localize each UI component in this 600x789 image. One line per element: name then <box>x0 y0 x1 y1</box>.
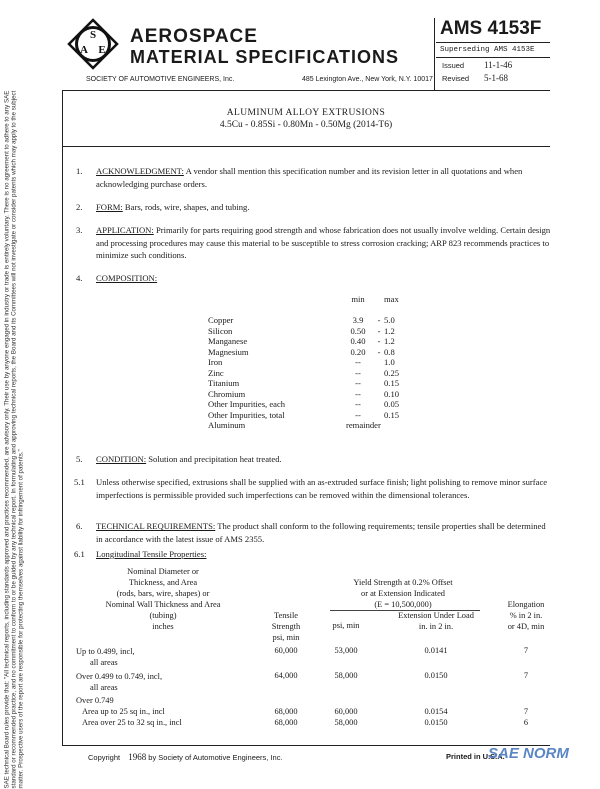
header-bottom-rule <box>62 90 550 91</box>
element-name: Iron <box>208 357 223 368</box>
section-heading: COMPOSITION: <box>96 273 158 283</box>
header-line: Nominal Wall Thickness and Area <box>105 600 221 609</box>
min-label: min <box>351 294 365 305</box>
superseding: Superseding AMS 4153E <box>440 46 535 54</box>
row-tensile: 68,000 <box>274 718 298 727</box>
side-legal-note: SAE technical Board rules provide that: "All technical reports, including standards approved and practices recommended, are advisory only. Their use by anyone engaged in industry or trade is entirely voluntary. There is no agreement to adhere to any SAE standard or recommended practice, and no commitment to conform to or be guided by any technical report. In formulating and approving technical reports, the Board and its Committees will not investigate or consider patents which may apply to the subject matter. Prospective users of the report are responsible for protecting themselves against liability for infringement of patents." <box>3 90 25 789</box>
copyright-label: Copyright <box>88 753 121 762</box>
element-dash <box>374 378 384 389</box>
element-dash <box>374 389 384 400</box>
section-text: Bars, rods, wire, shapes, and tubing. <box>124 202 250 212</box>
section-number: 4. <box>76 273 83 283</box>
section-number: 5. <box>76 454 83 464</box>
row-range: Area up to 25 sq in., incl <box>82 707 165 716</box>
row-yield: 53,000 <box>334 646 358 655</box>
section-acknowledgment <box>96 165 552 190</box>
element-max: 5.0 <box>384 315 395 326</box>
table-row <box>76 646 135 668</box>
element-dash: - <box>377 346 381 357</box>
section-text: A vendor shall mention this specification number and its revision letter in all quotations and when acknowledging purchase orders. <box>96 166 523 189</box>
element-dash: - <box>377 325 381 336</box>
element-min: -- <box>355 357 361 368</box>
element-min: -- <box>355 378 361 389</box>
element-dash <box>374 368 384 379</box>
header-line: (rods, bars, wire, shapes) or <box>116 589 210 598</box>
tensile-header-strength <box>256 610 316 643</box>
element-max: 1.0 <box>384 357 395 368</box>
composition-header <box>208 294 424 305</box>
element-max: 0.25 <box>384 367 400 378</box>
element-name: Other Impurities, each <box>208 399 286 410</box>
composition-row <box>208 357 424 368</box>
section-text: The product shall conform to the following requirements; tensile properties shall be determined in accordance with the latest issue of AMS 2355. <box>96 521 546 544</box>
revised-value: 5-1-68 <box>484 73 508 83</box>
header-line: Elongation <box>507 600 545 609</box>
section-technical <box>96 520 552 545</box>
element-name: Silicon <box>208 325 233 336</box>
element-dash <box>374 410 384 421</box>
section-heading: Longitudinal Tensile Properties: <box>96 549 207 559</box>
element-max: 0.10 <box>384 388 400 399</box>
header-line: Thickness, and Area <box>128 578 198 587</box>
element-name: Titanium <box>208 378 240 389</box>
header-title-2: MATERIAL SPECIFICATIONS <box>130 47 400 67</box>
header-line: in. in 2 in. <box>418 622 454 631</box>
header-rule <box>436 57 550 58</box>
printed-usa: Printed in U.S.A. <box>446 752 505 761</box>
element-max: 1.2 <box>384 336 395 347</box>
section-heading: TECHNICAL REQUIREMENTS: <box>96 521 216 531</box>
copyright-by: by Society of Automotive Engineers, Inc. <box>148 753 283 762</box>
element-dash <box>374 399 384 410</box>
header-line: Yield Strength at 0.2% Offset <box>353 578 453 587</box>
section-form <box>96 201 552 214</box>
element-name: Copper <box>208 315 234 326</box>
section-number: 5.1 <box>74 477 85 487</box>
section-number: 1. <box>76 166 83 176</box>
element-name: Magnesium <box>208 346 249 357</box>
row-elongation: 7 <box>523 671 529 680</box>
tensile-header-size <box>70 566 256 632</box>
header-line: or 4D, min <box>507 622 545 631</box>
table-row <box>76 671 162 693</box>
row-yield: 60,000 <box>334 707 358 716</box>
composition-row <box>208 389 424 400</box>
composition-row <box>208 336 424 347</box>
element-max: 0.15 <box>384 378 400 389</box>
page-left-border <box>62 90 63 745</box>
tensile-header-yield <box>318 577 488 610</box>
header-line: (E = 10,500,000) <box>374 600 432 609</box>
element-max: 0.8 <box>384 346 395 357</box>
logo-letter: S <box>89 29 97 41</box>
header-line: Strength <box>271 622 301 631</box>
issued-value: 11-1-46 <box>484 60 513 70</box>
row-range: Over 0.749 <box>76 696 114 705</box>
element-name: Aluminum <box>208 420 246 431</box>
section-number: 3. <box>76 225 83 235</box>
element-dash: - <box>377 315 381 326</box>
header-line: Nominal Diameter or <box>127 567 199 576</box>
header-line: (tubing) <box>149 611 177 620</box>
section-application <box>96 224 552 262</box>
row-elongation: 7 <box>523 707 529 716</box>
element-max: 0.15 <box>384 409 400 420</box>
header-line: psi, min <box>272 633 300 642</box>
section-text: Solution and precipitation heat treated. <box>148 454 282 464</box>
row-elongation: 7 <box>523 646 529 655</box>
row-sub: all areas <box>90 658 118 667</box>
section-number: 6. <box>76 521 83 531</box>
header-line: Extension Under Load <box>398 611 474 620</box>
composition-row <box>208 347 424 358</box>
doc-subtitle: 4.5Cu - 0.85Si - 0.80Mn - 0.50Mg (2014-T6) <box>219 120 393 130</box>
row-extension: 0.0150 <box>424 671 448 680</box>
row-sub: all areas <box>90 683 118 692</box>
section-heading: ACKNOWLEDGMENT: <box>96 166 184 176</box>
revised-label: Revised <box>442 74 470 83</box>
spec-number: AMS 4153F <box>440 18 542 39</box>
composition-row <box>208 368 424 379</box>
section-heading: APPLICATION: <box>96 225 154 235</box>
element-min: 0.20 <box>350 346 366 357</box>
logo-letter: A <box>80 44 88 56</box>
section-text: Unless otherwise specified, extrusions shall be supplied with an as-extruded surface finish; light polishing to remove minor surface imperfections is permissible provided such imperfections can be removed within the dimensional tolerances. <box>96 477 548 500</box>
row-range: Over 0.499 to 0.749, incl, <box>76 672 163 681</box>
footer-rule <box>62 745 550 746</box>
composition-row <box>208 410 424 421</box>
composition-table <box>208 294 424 431</box>
header-title-1: AEROSPACE <box>130 26 258 47</box>
composition-row <box>208 378 424 389</box>
element-name: Other Impurities, total <box>208 409 285 420</box>
watermark: SAE NORM <box>488 745 569 762</box>
section-number: 2. <box>76 202 83 212</box>
header-line: % in 2 in. <box>509 611 543 620</box>
element-max: 1.2 <box>384 325 395 336</box>
element-min: -- <box>355 367 361 378</box>
society-address: 485 Lexington Ave., New York, N.Y. 10017 <box>302 76 433 83</box>
row-extension: 0.0141 <box>424 646 448 655</box>
header-divider <box>434 18 435 90</box>
row-range: Up to 0.499, incl, <box>76 647 135 656</box>
society-name: SOCIETY OF AUTOMOTIVE ENGINEERS, Inc. <box>86 76 235 83</box>
row-yield: 58,000 <box>334 671 358 680</box>
element-max: 0.05 <box>384 399 400 410</box>
tensile-header-psi: psi, min <box>332 621 360 630</box>
section-condition <box>96 453 552 466</box>
header-line: Tensile <box>273 611 299 620</box>
issued-label: Issued <box>442 61 465 70</box>
copyright <box>88 752 283 762</box>
element-min: remainder <box>346 420 381 431</box>
composition-row <box>208 315 424 326</box>
tensile-header-ext <box>380 610 492 632</box>
max-label: max <box>384 294 399 305</box>
section-number: 6.1 <box>74 549 85 559</box>
composition-row <box>208 420 424 431</box>
section-text: Primarily for parts requiring good strength and whose fabrication does not usually involve welding. Certain design and processing procedures may cause this material to be susceptible to stress corrosion cracking; ARP 823 recommends practices to minimize such conditions. <box>96 225 551 260</box>
row-elongation: 6 <box>523 718 529 727</box>
element-name: Chromium <box>208 388 246 399</box>
copyright-year: 1968 <box>128 752 147 762</box>
tensile-header-elong <box>494 599 558 632</box>
section-heading: CONDITION: <box>96 454 147 464</box>
row-yield: 58,000 <box>334 718 358 727</box>
element-name: Manganese <box>208 336 248 347</box>
logo-letter: E <box>98 44 106 56</box>
header-line: inches <box>152 622 174 631</box>
header-rule <box>436 42 550 43</box>
composition-row <box>208 326 424 337</box>
element-min: 0.50 <box>350 325 366 336</box>
element-dash <box>374 357 384 368</box>
element-min: 0.40 <box>350 336 366 347</box>
element-min: -- <box>355 388 361 399</box>
composition-row <box>208 399 424 410</box>
row-extension: 0.0154 <box>424 707 448 716</box>
element-min: -- <box>355 399 361 410</box>
element-min: 3.9 <box>352 315 364 326</box>
sae-logo <box>67 18 119 70</box>
section-heading: FORM: <box>96 202 123 212</box>
element-min: -- <box>355 409 361 420</box>
element-name: Zinc <box>208 367 224 378</box>
element-dash: - <box>377 336 381 347</box>
title-rule <box>62 146 550 147</box>
header-line: or at Extension Indicated <box>361 589 445 598</box>
row-tensile: 68,000 <box>274 707 298 716</box>
doc-title: ALUMINUM ALLOY EXTRUSIONS <box>226 108 386 118</box>
row-extension: 0.0150 <box>424 718 448 727</box>
row-range: Area over 25 to 32 sq in., incl <box>82 718 182 727</box>
row-tensile: 60,000 <box>274 646 298 655</box>
row-tensile: 64,000 <box>274 671 298 680</box>
